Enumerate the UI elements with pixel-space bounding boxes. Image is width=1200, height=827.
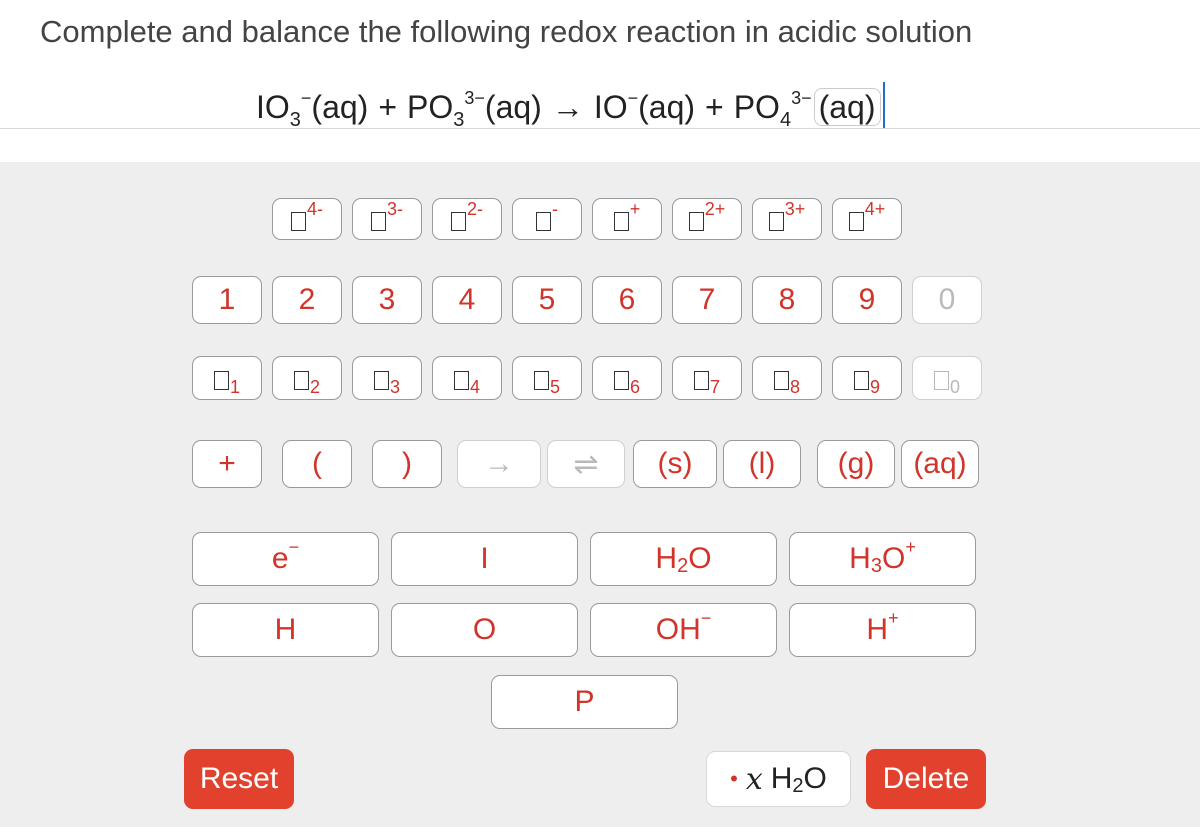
placeholder-box-icon	[694, 371, 709, 390]
subscript-4-key[interactable]: 4	[432, 356, 502, 400]
iodine-key[interactable]: I	[391, 532, 578, 586]
charge-minus-key[interactable]: -	[512, 198, 582, 240]
aqueous-state-key[interactable]: (aq)	[901, 440, 979, 488]
text-cursor	[883, 82, 885, 128]
answer-input-area[interactable]	[0, 60, 1200, 129]
charge-4-minus-key[interactable]: 4-	[272, 198, 342, 240]
charge-plus-key[interactable]: +	[592, 198, 662, 240]
gas-state-key[interactable]: (g)	[817, 440, 895, 488]
chemistry-keypad	[0, 162, 1200, 827]
coefficient-8-key[interactable]: 8	[752, 276, 822, 324]
selected-state-token[interactable]: (aq)	[814, 88, 881, 126]
placeholder-box-icon	[451, 212, 466, 231]
coefficient-0-key[interactable]: 0	[912, 276, 982, 324]
electron-key[interactable]: e −	[192, 532, 379, 586]
placeholder-box-icon	[689, 212, 704, 231]
reactant-phosphite: $PO_3^{3-}(aq)$	[407, 88, 542, 131]
charge-4-plus-key[interactable]: 4+	[832, 198, 902, 240]
charge-2-plus-key[interactable]: 2+	[672, 198, 742, 240]
water-key[interactable]: H 2 O	[590, 532, 777, 586]
hydrogen-key[interactable]: H	[192, 603, 379, 657]
bullet-dot-icon: •	[730, 766, 738, 791]
coefficient-5-key[interactable]: 5	[512, 276, 582, 324]
placeholder-box-icon	[614, 371, 629, 390]
charge-3-plus-key[interactable]: 3+	[752, 198, 822, 240]
close-paren-key[interactable]: )	[372, 440, 442, 488]
coefficient-6-key[interactable]: 6	[592, 276, 662, 324]
charge-3-minus-key[interactable]: 3-	[352, 198, 422, 240]
product-hypoiodite: IO−(aq)	[593, 88, 696, 125]
reactant-iodate: $IO_3^-(aq)$	[256, 88, 369, 131]
placeholder-box-icon	[854, 371, 869, 390]
coefficient-2-key[interactable]: 2	[272, 276, 342, 324]
hydronium-key[interactable]: H 3 O +	[789, 532, 976, 586]
plus-sign: +	[705, 89, 724, 125]
placeholder-box-icon	[534, 371, 549, 390]
placeholder-box-icon	[374, 371, 389, 390]
subscript-8-key[interactable]: 8	[752, 356, 822, 400]
subscript-7-key[interactable]: 7	[672, 356, 742, 400]
proton-key[interactable]: H +	[789, 603, 976, 657]
reaction-arrow-key[interactable]: →	[457, 440, 541, 488]
subscript-0-key[interactable]: 0	[912, 356, 982, 400]
plus-key[interactable]: +	[192, 440, 262, 488]
solid-state-key[interactable]: (s)	[633, 440, 717, 488]
coefficient-9-key[interactable]: 9	[832, 276, 902, 324]
coefficient-4-key[interactable]: 4	[432, 276, 502, 324]
coefficient-1-key[interactable]: 1	[192, 276, 262, 324]
placeholder-box-icon	[536, 212, 551, 231]
subscript-6-key[interactable]: 6	[592, 356, 662, 400]
plus-sign: +	[378, 89, 398, 125]
placeholder-box-icon	[774, 371, 789, 390]
coefficient-3-key[interactable]: 3	[352, 276, 422, 324]
liquid-state-key[interactable]: (l)	[723, 440, 801, 488]
placeholder-box-icon	[214, 371, 229, 390]
subscript-1-key[interactable]: 1	[192, 356, 262, 400]
placeholder-box-icon	[614, 212, 629, 231]
product-phosphate: $PO_4^{3-}$ (aq)	[734, 89, 881, 126]
reset-button[interactable]: Reset	[184, 749, 294, 809]
subscript-3-key[interactable]: 3	[352, 356, 422, 400]
charge-2-minus-key[interactable]: 2-	[432, 198, 502, 240]
delete-button[interactable]: Delete	[866, 749, 986, 809]
placeholder-box-icon	[769, 212, 784, 231]
open-paren-key[interactable]: (	[282, 440, 352, 488]
phosphorus-key[interactable]: P	[491, 675, 678, 729]
placeholder-box-icon	[934, 371, 949, 390]
subscript-9-key[interactable]: 9	[832, 356, 902, 400]
hydroxide-key[interactable]: OH −	[590, 603, 777, 657]
reaction-arrow: →	[551, 89, 584, 125]
hydrate-water-key[interactable]: • x H 2 O	[706, 751, 851, 807]
coefficient-7-key[interactable]: 7	[672, 276, 742, 324]
equation-display	[256, 72, 885, 131]
subscript-5-key[interactable]: 5	[512, 356, 582, 400]
placeholder-box-icon	[454, 371, 469, 390]
question-prompt: Complete and balance the following redox reaction in acidic solution	[40, 14, 973, 49]
placeholder-box-icon	[294, 371, 309, 390]
oxygen-key[interactable]: O	[391, 603, 578, 657]
placeholder-box-icon	[371, 212, 386, 231]
subscript-2-key[interactable]: 2	[272, 356, 342, 400]
placeholder-box-icon	[849, 212, 864, 231]
equilibrium-arrow-key[interactable]: ⇌	[547, 440, 625, 488]
placeholder-box-icon	[291, 212, 306, 231]
